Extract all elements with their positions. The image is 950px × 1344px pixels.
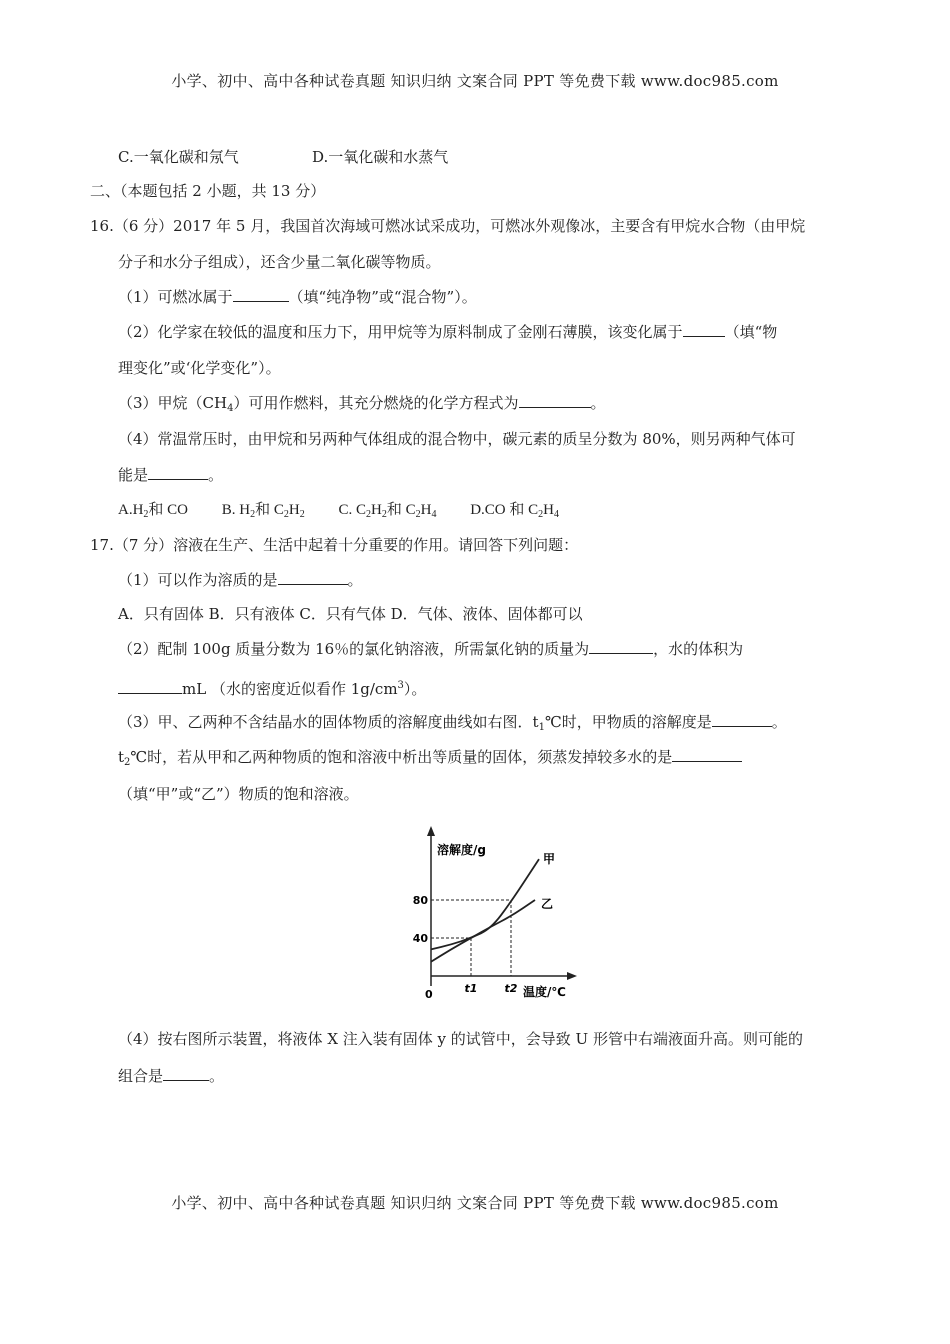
- q16-part3: [118, 393, 606, 419]
- q17-part1-blank[interactable]: [278, 570, 348, 585]
- q17-part3-sub2: 2: [124, 757, 131, 768]
- q16-part2-blank[interactable]: [683, 322, 725, 337]
- q16-part2: [118, 322, 777, 342]
- q15-option-c: C.一氧化碳和氖气: [118, 148, 239, 166]
- q16-options: [118, 500, 559, 525]
- curve-label-jia: 甲: [543, 852, 556, 867]
- q16-stem-line2: 分子和水分子组成），还含少量二氧化碳等物质。: [118, 253, 441, 271]
- q17-part2-blank1[interactable]: [589, 639, 653, 654]
- q16-part1-text: （1）可燃冰属于: [118, 288, 233, 306]
- q17-part3-end1: 。: [771, 713, 787, 731]
- q17-part4-cont: [118, 1066, 224, 1086]
- q16-option-c: C. $C_2H_2$和 $C_2H_4$: [338, 502, 437, 520]
- q17-part2-text: （2）配制 100g 质量分数为 16％的氯化钠溶液，所需氯化钠的质量为: [118, 640, 590, 658]
- x-axis-arrow: [567, 972, 577, 980]
- q16-option-a: $A.H_2$和 CO: [118, 502, 189, 520]
- curve-yi: [431, 900, 535, 962]
- q16-part3-text: （3）甲烷（CH: [118, 394, 228, 412]
- q16-part3-sub: 4: [227, 403, 234, 414]
- q17-part2-end: ）。: [403, 680, 427, 698]
- q17-part3-blank1[interactable]: [712, 712, 772, 727]
- y-axis-arrow: [427, 826, 435, 836]
- q17-part3-text: （3）甲、乙两种不含结晶水的固体物质的溶解度曲线如右图．t: [118, 713, 539, 731]
- y-tick-40: 40: [412, 932, 428, 945]
- q16-part4-cont: [118, 465, 223, 485]
- q16-part4-text: 能是: [118, 466, 149, 484]
- q16-part2-text: （2）化学家在较低的温度和压力下，用甲烷等为原料制成了金刚石薄膜，该变化属于: [118, 323, 683, 341]
- q16-stem-line1: 16.（6 分）2017 年 5 月，我国首次海域可燃冰试采成功，可燃冰外观像冰，主要含有甲烷水合物（由甲烷: [90, 217, 806, 235]
- q16-option-b: B. $H_2$和 $C_2H_2$: [221, 502, 305, 520]
- x-tick-t1: t1: [464, 982, 478, 995]
- q17-part3-text3: ℃时，若从甲和乙两种物质的饱和溶液中析出等质量的固体，须蒸发掉较多水的是: [130, 748, 673, 766]
- q16-part4-blank[interactable]: [148, 465, 208, 480]
- q16-part2-hint: （填“物: [724, 323, 778, 341]
- q17-part2-sup: 3: [397, 680, 404, 691]
- q16-part4-end: 。: [208, 466, 224, 484]
- q17-part1-end: 。: [347, 571, 363, 589]
- origin-label: 0: [425, 988, 433, 1001]
- q17-part3-t: t: [118, 748, 125, 766]
- q17-part3-text2: ℃时，甲物质的溶解度是: [544, 713, 712, 731]
- q17-part4-text: 组合是: [118, 1067, 164, 1085]
- q17-part2: [118, 639, 743, 659]
- q17-part1-text: （1）可以作为溶质的是: [118, 571, 278, 589]
- y-axis-label: 溶解度/g: [437, 843, 486, 857]
- q17-part1-options: A．只有固体 B．只有液体 C．只有气体 D．气体、液体、固体都可以: [118, 605, 583, 623]
- q16-part1-hint: （填“纯净物”或“混合物”）。: [288, 288, 477, 306]
- q16-part3-end: 。: [590, 394, 606, 412]
- q17-part1: [118, 570, 363, 590]
- solubility-chart: [412, 826, 595, 1001]
- curve-jia: [431, 859, 539, 949]
- q17-part4-end: 。: [209, 1067, 225, 1085]
- q17-part4-blank[interactable]: [163, 1066, 209, 1081]
- q17-part2-cont: [118, 676, 426, 699]
- q16-part1: [118, 287, 477, 307]
- q15-option-d: D.一氧化碳和水蒸气: [312, 148, 449, 166]
- q17-stem: 17.（7 分）溶液在生产、生活中起着十分重要的作用。请回答下列问题：: [90, 536, 579, 554]
- section-2-heading: 二、（本题包括 2 小题，共 13 分）: [90, 182, 326, 200]
- q16-part4: （4）常温常压时，由甲烷和另两种气体组成的混合物中，碳元素的质呈分数为 80%，则另两种气体可: [118, 430, 796, 448]
- curve-label-yi: 乙: [541, 897, 554, 911]
- q16-part2-cont: 理变化”或‘化学变化”）。: [118, 359, 281, 377]
- page-footer: 小学、初中、高中各种试卷真题 知识归纳 文案合同 PPT 等免费下载 www.doc985.com: [171, 1194, 779, 1212]
- page-header: 小学、初中、高中各种试卷真题 知识归纳 文案合同 PPT 等免费下载 www.doc985.com: [171, 72, 779, 90]
- q17-part3-cont: [118, 747, 742, 773]
- y-tick-80: 80: [412, 894, 428, 907]
- q16-option-d: D.CO 和 $C_2H_4$: [470, 502, 559, 520]
- q17-part2-text2: ，水的体积为: [653, 640, 744, 658]
- q17-part4: （4）按右图所示装置，将液体 X 注入装有固体 y 的试管中，会导致 U 形管中右端液面升高。则可能的: [118, 1030, 803, 1048]
- q16-part3-blank[interactable]: [519, 393, 591, 408]
- q17-part3-sub1: 1: [538, 722, 545, 733]
- q17-part2-text3: mL （水的密度近似看作 1g/cm: [182, 680, 398, 698]
- q17-part2-blank2[interactable]: [118, 679, 182, 694]
- q16-part1-blank[interactable]: [233, 287, 289, 302]
- q17-part3-blank2[interactable]: [672, 747, 742, 762]
- x-tick-t2: t2: [504, 982, 518, 995]
- x-axis-label: 温度/℃: [523, 985, 566, 999]
- q16-part3-text2: ）可用作燃料，其充分燃烧的化学方程式为: [233, 394, 519, 412]
- q17-part3: [118, 712, 787, 738]
- q17-part3-hint: （填“甲”或“乙”）物质的饱和溶液。: [118, 785, 359, 803]
